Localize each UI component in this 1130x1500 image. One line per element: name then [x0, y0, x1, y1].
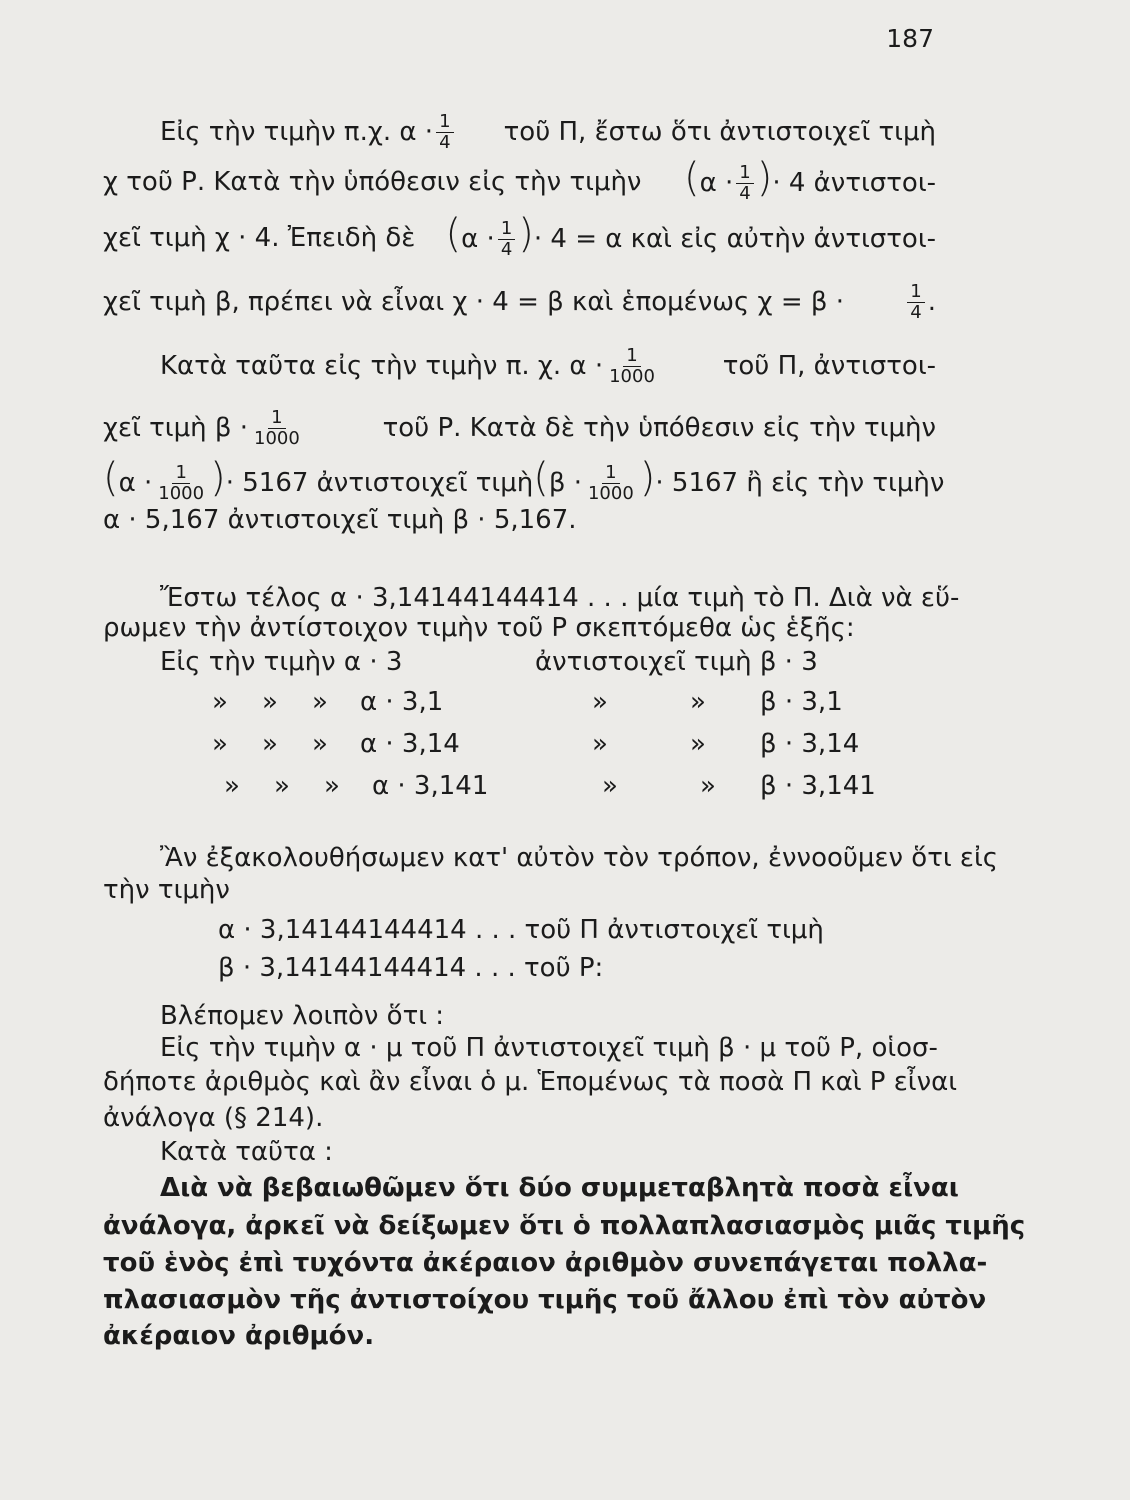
text-line: α · 5,167 ἀντιστοιχεῖ τιμὴ β · 5,167. — [103, 505, 577, 535]
fraction: $\frac{1}{1000}$ — [254, 406, 300, 449]
text-line: πλασιασμὸν τῆς ἀντιστοίχου τιμῆς τοῦ ἄλλου ἐπὶ τὸν αὐτὸν — [103, 1285, 987, 1315]
text-line: Κατὰ ταῦτα εἰς τὴν τιμὴν π. χ. α · $\frac{1}{1000}$ τοῦ Π, ἀντιστοι- — [160, 344, 936, 387]
fraction: $\frac{1}{1000}$ — [609, 344, 655, 387]
text-line: χεῖ τιμὴ β, πρέπει νὰ εἶναι χ · 4 = β καὶ ἑπομένως χ = β · $\frac{1}{4}$ . — [103, 280, 936, 323]
text-line: χεῖ τιμὴ χ · 4. Ἐπειδὴ δὲ (α · $\frac{1}{4}$ )· 4 = α καὶ εἰς αὐτὴν ἀντιστοι- — [103, 210, 936, 260]
page-number: 187 — [886, 24, 934, 53]
fraction: $\frac{1}{4}$ — [736, 163, 753, 204]
fraction: $\frac{1}{4}$ — [907, 282, 924, 323]
text-line: τὴν τιμὴν — [103, 875, 230, 905]
text-line: ἀνάλογα, ἀρκεῖ νὰ δείξωμεν ὅτι ὁ πολλαπλασιασμὸς μιᾶς τιμῆς — [103, 1211, 1026, 1241]
text-line: Εἰς τὴν τιμὴν π.χ. α · $\frac{1}{4}$ τοῦ Π, ἔστω ὅτι ἀντιστοιχεῖ τιμὴ — [160, 110, 936, 153]
fraction: $\frac{1}{1000}$ — [587, 461, 634, 504]
text-line: ἀκέραιον ἀριθμόν. — [103, 1321, 375, 1351]
text-line: Ἂν ἐξακολουθήσωμεν κατ' αὐτὸν τὸν τρόπον, ἐννοοῦμεν ὅτι εἰς — [160, 843, 999, 873]
text-line: Διὰ νὰ βεβαιωθῶμεν ὅτι δύο συμμεταβλητὰ ποσὰ εἶναι — [160, 1173, 959, 1203]
fraction: $\frac{1}{4}$ — [436, 112, 453, 153]
text-line: χ τοῦ Ρ. Κατὰ τὴν ὑπόθεσιν εἰς τὴν τιμὴν (α · $\frac{1}{4}$ )· 4 ἀντιστοι- — [103, 154, 936, 204]
fraction: $\frac{1}{1000}$ — [158, 461, 205, 504]
text-line: χεῖ τιμὴ β · $\frac{1}{1000}$ τοῦ Ρ. Κατὰ δὲ τὴν ὑπόθεσιν εἰς τὴν τιμὴν — [103, 406, 936, 449]
text-line: δήποτε ἀριθμὸς καὶ ἂν εἶναι ὁ μ. Ἑπομένως τὰ ποσὰ Π καὶ Ρ εἶναι — [103, 1067, 958, 1097]
text-line: ρωμεν τὴν ἀντίστοιχον τιμὴν τοῦ Ρ σκεπτόμεθα ὡς ἑξῆς: — [103, 613, 855, 643]
text-line: ἀνάλογα (§ 214). — [103, 1103, 324, 1133]
book-page: 187 Εἰς τὴν τιμὴν π.χ. α · $\frac{1}{4}$ τοῦ Π, ἔστω ὅτι ἀντιστοιχεῖ τιμὴ χ τοῦ Ρ. Κατὰ τὴν ὑπόθεσιν εἰς τὴν τιμὴν (α · $\frac{1}{4}$ )· 4 ἀντιστοι- χεῖ τιμὴ χ · 4. Ἐπειδὴ δὲ (α · $\frac{1}{4}$ )· 4 = α καὶ εἰς αὐτὴν ἀντιστοι- χεῖ τιμὴ β, πρέπει νὰ εἶναι χ · 4 = β καὶ ἑπομένως χ = β · $\frac{1}{4}$ . Κατὰ ταῦτα εἰς τὴν τιμὴν π. χ. α · $\frac{1}{1000}$ τοῦ Π, ἀντιστοι- χεῖ τιμὴ β · $\frac{1}{1000}$ τοῦ Ρ. Κατὰ δὲ τὴν ὑπόθεσιν εἰς τὴν τιμὴν (α · $\frac{1}{1000}$ )· 5167 ἀντιστοιχεῖ τιμὴ (β · $\frac{1}{1000}$ )· 5167 ἢ εἰς τὴν τιμὴν α · 5,167 ἀντιστοιχεῖ τιμὴ β · 5,167. Ἔστω τέλος α · 3,14144144414 . . . μία τιμὴ τὸ Π. Διὰ νὰ εὕ- ρωμεν τὴν ἀντίστοιχον τιμὴν τοῦ Ρ σκεπτόμεθα ὡς ἑξῆς: Εἰς τὴν τιμὴν α · 3 ἀντιστοιχεῖ τιμὴ β · 3 » » » α · 3,1 » » β · 3,1 » » » α · 3,14 » » β · 3,14 » » » α · 3,141 » » β · 3,141 Ἂν ἐξακολουθήσωμεν κατ' αὐτὸν τὸν τρόπον, ἐννοοῦμεν ὅτι εἰς τὴν τιμὴν α · 3,14144144414 . . . τοῦ Π ἀντιστοιχεῖ τιμὴ β · 3,14144144414 . . . τοῦ Ρ: Βλέπομεν λοιπὸν ὅτι : Εἰς τὴν τιμὴν α · μ τοῦ Π ἀντιστοιχεῖ τιμὴ β · μ τοῦ Ρ, οἱοσ- δήποτε ἀριθμὸς καὶ ἂν εἶναι ὁ μ. Ἑπομένως τὰ ποσὰ Π καὶ Ρ εἶναι ἀνάλογα (§ 214). Κατὰ ταῦτα : Διὰ νὰ βεβαιωθῶμεν ὅτι δύο συμμεταβλητὰ ποσὰ εἶναι ἀνάλογα, ἀρκεῖ νὰ δείξωμεν ὅτι ὁ πολλαπλασιασμὸς μιᾶς τιμῆς τοῦ ἑνὸς ἐπὶ τυχόντα ἀκέραιον ἀριθμὸν συνεπάγεται πολλα- πλασιασμὸν τῆς ἀντιστοίχου τιμῆς τοῦ ἄλλου ἐπὶ τὸν αὐτὸν ἀκέραιον ἀριθμόν. — [0, 0, 1130, 1500]
text-line: β · 3,14144144414 . . . τοῦ Ρ: — [218, 953, 604, 983]
text-line: Κατὰ ταῦτα : — [160, 1137, 333, 1167]
text-line: Εἰς τὴν τιμὴν α · μ τοῦ Π ἀντιστοιχεῖ τιμὴ β · μ τοῦ Ρ, οἱοσ- — [160, 1033, 938, 1063]
text-line: Ἔστω τέλος α · 3,14144144414 . . . μία τιμὴ τὸ Π. Διὰ νὰ εὕ- — [160, 583, 960, 613]
text-line: α · 3,14144144414 . . . τοῦ Π ἀντιστοιχεῖ τιμὴ — [218, 915, 824, 945]
text-line: (α · $\frac{1}{1000}$ )· 5167 ἀντιστοιχεῖ τιμὴ (β · $\frac{1}{1000}$ )· 5167 ἢ εἰς τὴν τιμὴν — [103, 454, 945, 504]
text-line: τοῦ ἑνὸς ἐπὶ τυχόντα ἀκέραιον ἀριθμὸν συνεπάγεται πολλα- — [103, 1248, 988, 1278]
text-line: Βλέπομεν λοιπὸν ὅτι : — [160, 1001, 445, 1031]
fraction: $\frac{1}{4}$ — [498, 219, 515, 260]
